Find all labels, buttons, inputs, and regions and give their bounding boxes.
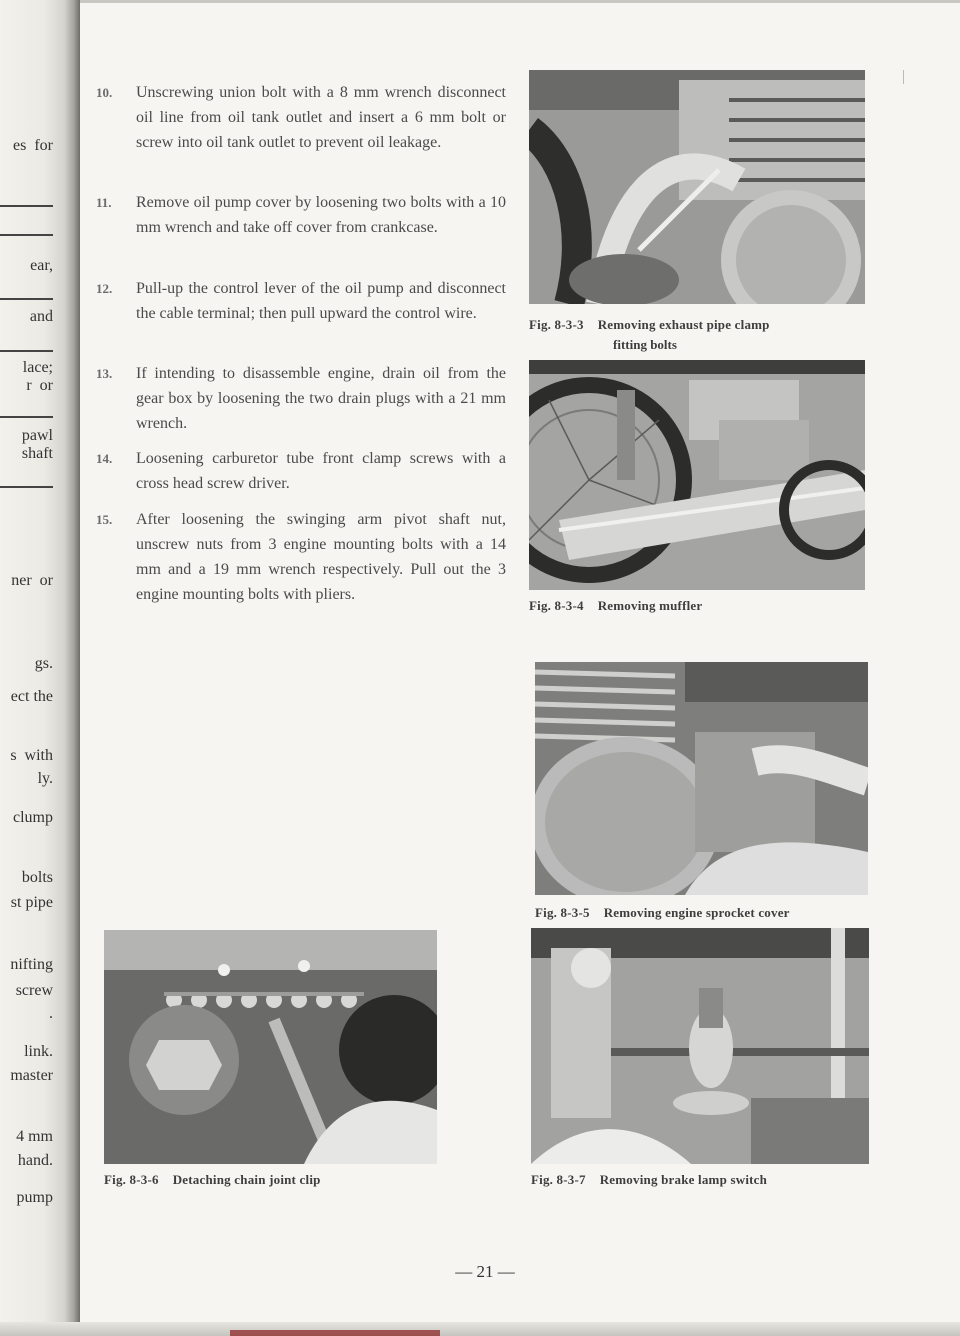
facing-page-text-fragment: ect the xyxy=(10,688,53,705)
figure-caption-line2: fitting bolts xyxy=(613,337,677,352)
figure-title: Removing brake lamp switch xyxy=(599,1172,768,1187)
facing-page-rule xyxy=(0,234,53,236)
figure-number: Fig. 8-3-5 xyxy=(535,905,590,920)
facing-page-text-fragment: pump xyxy=(16,1189,53,1206)
facing-page-rule xyxy=(0,298,53,300)
step-text: Loosening carburetor tube front clamp screws with a cross head screw driver. xyxy=(136,450,506,492)
figure-title: Removing muffler xyxy=(597,598,703,613)
page-number: — 21 — xyxy=(455,1262,515,1281)
step-number: 10. xyxy=(96,85,113,100)
facing-page-text-fragment: s with xyxy=(10,747,53,764)
step-text: Pull-up the control lever of the oil pump and disconnect the cable terminal; then pull upward the control wire. xyxy=(136,280,506,322)
binding-stain xyxy=(230,1330,440,1336)
step-text: If intending to disassemble engine, drain oil from the gear box by loosening the two drain plugs with a 21 mm wrench. xyxy=(136,365,506,432)
facing-page-text-fragment: hand. xyxy=(17,1152,53,1169)
facing-page-text-fragment: st pipe xyxy=(10,894,53,911)
photo-exhaust-pipe-clamp xyxy=(529,70,865,304)
facing-page-text-fragment: es for xyxy=(13,137,53,154)
facing-page-text-fragment: 4 mm xyxy=(16,1128,53,1145)
page-top-edge xyxy=(80,0,960,3)
facing-page-text-fragment: pawl xyxy=(21,427,53,444)
facing-page-edge xyxy=(0,0,80,1336)
step-text: After loosening the swinging arm pivot shaft nut, unscrew nuts from 3 engine mounting bolts with a 14 mm and a 19 mm wrench respectively. Pull out the 3 engine mounting bolts with pliers. xyxy=(136,511,506,603)
photo-brake-lamp-switch xyxy=(531,928,869,1164)
facing-page-text-fragment: lace; xyxy=(22,359,53,376)
page-bottom-edge xyxy=(0,1322,960,1336)
photo-engine-sprocket-cover xyxy=(535,662,868,895)
figure-title: Detaching chain joint clip xyxy=(172,1172,321,1187)
step-text: Remove oil pump cover by loosening two bolts with a 10 mm wrench and take off cover from crankcase. xyxy=(136,194,506,236)
figure-caption xyxy=(529,598,702,614)
photo-chain-joint-clip xyxy=(104,930,437,1164)
photo-muffler xyxy=(529,360,865,590)
step-number: 15. xyxy=(96,512,113,527)
facing-page-text-fragment: clump xyxy=(13,809,53,826)
figure-caption xyxy=(535,905,790,921)
facing-page-text-fragment: shaft xyxy=(21,445,53,462)
step-text: Unscrewing union bolt with a 8 mm wrench disconnect oil line from oil tank outlet and insert a 6 mm bolt or screw into oil tank outlet to prevent oil leakage. xyxy=(136,84,506,151)
facing-page-text-fragment: ly. xyxy=(37,770,53,787)
step-number: 12. xyxy=(96,281,113,296)
facing-page-rule xyxy=(0,486,53,488)
figure-title: Removing exhaust pipe clamp xyxy=(597,317,770,332)
facing-page-text-fragment: and xyxy=(29,308,53,325)
facing-page-rule xyxy=(0,350,53,352)
figure-caption xyxy=(529,317,770,333)
figure-number: Fig. 8-3-4 xyxy=(529,598,584,613)
facing-page-text-fragment: r or xyxy=(26,377,53,394)
margin-mark xyxy=(903,70,904,84)
figure-number: Fig. 8-3-3 xyxy=(529,317,584,332)
step-number: 14. xyxy=(96,451,113,466)
step-number: 11. xyxy=(96,195,112,210)
figure-caption xyxy=(104,1172,321,1188)
figure-number: Fig. 8-3-6 xyxy=(104,1172,159,1187)
facing-page-text-fragment: . xyxy=(49,1005,53,1022)
facing-page-rule xyxy=(0,205,53,207)
figure-number: Fig. 8-3-7 xyxy=(531,1172,586,1187)
facing-page-text-fragment: nifting xyxy=(10,956,53,973)
figure-caption xyxy=(531,1172,767,1188)
facing-page-text-fragment: screw xyxy=(15,982,53,999)
facing-page-text-fragment: link. xyxy=(24,1043,53,1060)
facing-page-text-fragment: ner or xyxy=(11,572,53,589)
facing-page-rule xyxy=(0,416,53,418)
facing-page-text-fragment: gs. xyxy=(34,655,53,672)
figure-title: Removing engine sprocket cover xyxy=(603,905,790,920)
facing-page-text-fragment: bolts xyxy=(21,869,53,886)
step-number: 13. xyxy=(96,366,113,381)
facing-page-text-fragment: master xyxy=(10,1067,53,1084)
facing-page-text-fragment: ear, xyxy=(30,257,53,274)
